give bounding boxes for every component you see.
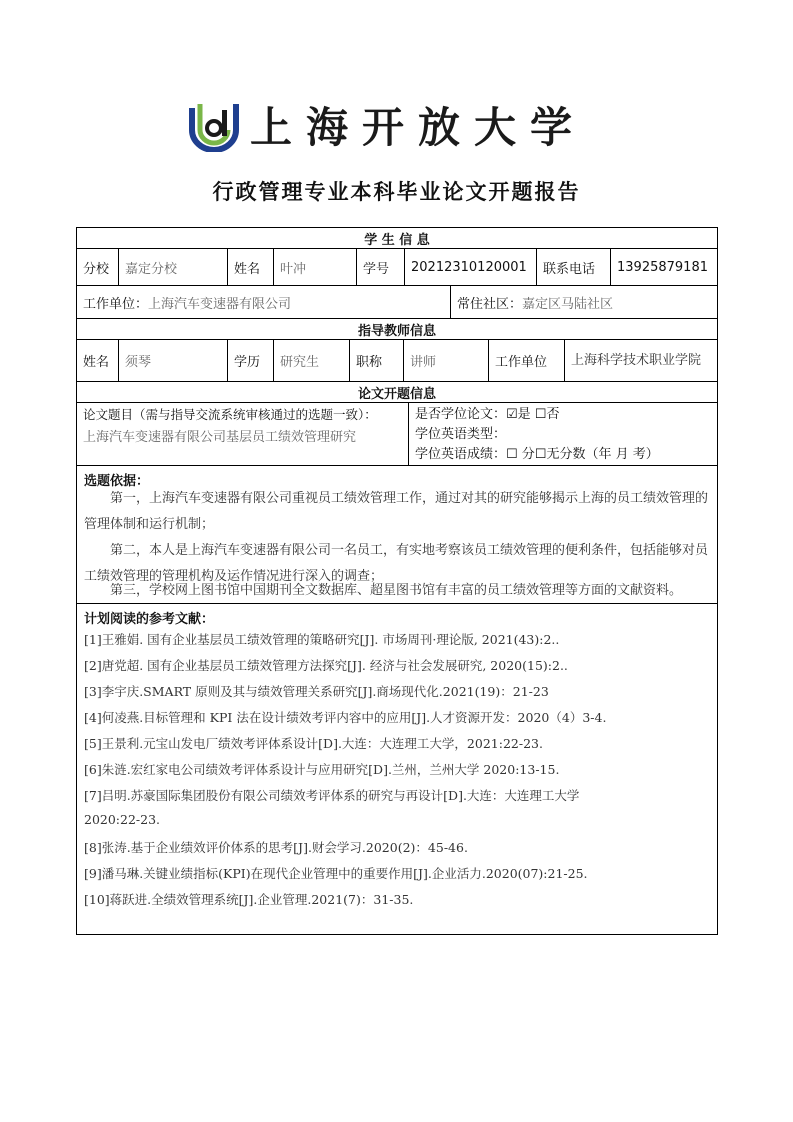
university-logo bbox=[186, 100, 646, 156]
branch-label: 分校 bbox=[83, 261, 110, 277]
reference-item: [3]李宇庆.SMART 原则及其与绩效管理关系研究[J].商场现代化.2021(19)：21-23 bbox=[84, 684, 549, 699]
advisor-name-label: 姓名 bbox=[83, 355, 110, 370]
degree-thesis-option: 是否学位论文：☑是 ☐否 bbox=[415, 407, 560, 422]
work-unit-label: 工作单位： bbox=[83, 296, 149, 312]
advisor-info-row bbox=[77, 340, 717, 382]
reference-item: [2]唐党超. 国有企业基层员工绩效管理方法探究[J]. 经济与社会发展研究, 2020(15):2.. bbox=[84, 658, 568, 673]
student-name-value: 叶冲 bbox=[280, 261, 307, 277]
english-score-field: 学位英语成绩：☐ 分☐无分数（年 月 考） bbox=[415, 447, 659, 462]
advisor-unit-label: 工作单位 bbox=[495, 355, 548, 370]
basis-paragraph-1: 第一，上海汽车变速器有限公司重视员工绩效管理工作，通过对其的研究能够揭示上海的员工绩效管理的管理体制和运行机制； bbox=[84, 491, 709, 532]
thesis-section-header bbox=[77, 382, 717, 403]
student-work-row bbox=[77, 286, 717, 319]
branch-value: 嘉定分校 bbox=[125, 261, 178, 277]
advisor-edu-label: 学历 bbox=[234, 355, 261, 370]
reference-item: [7]吕明.苏豪国际集团股份有限公司绩效考评体系的研究与再设计[D].大连：大连理工大学 bbox=[84, 788, 580, 803]
reference-item: [9]潘马琳.关键业绩指标(KPI)在现代企业管理中的重要作用[J].企业活力.2020(07):21-25. bbox=[84, 866, 588, 881]
phone-label: 联系电话 bbox=[543, 261, 596, 277]
reference-item: [4]何凌燕.目标管理和 KPI 法在设计绩效考评内容中的应用[J].人才资源开发：2020（4）3-4. bbox=[84, 710, 607, 725]
student-id-label: 学号 bbox=[363, 261, 390, 277]
reference-item: [1]王雅娟. 国有企业基层员工绩效管理的策略研究[J]. 市场周刊·理论版, 2021(43):2.. bbox=[84, 632, 560, 647]
reference-item: [8]张涛.基于企业绩效评价体系的思考[J].财会学习.2020(2)：45-46. bbox=[84, 840, 468, 855]
topic-value: 上海汽车变速器有限公司基层员工绩效管理研究 bbox=[83, 430, 357, 445]
student-info-row bbox=[77, 249, 717, 286]
topic-basis-section bbox=[77, 466, 717, 604]
advisor-unit-value: 上海科学技术职业学院 bbox=[571, 352, 702, 368]
logo-emblem-icon bbox=[186, 100, 242, 152]
references-label: 计划阅读的参考文献： bbox=[84, 612, 215, 627]
thesis-info-row bbox=[77, 403, 717, 466]
advisor-section-title: 指导教师信息 bbox=[357, 323, 436, 339]
community-label: 常住社区： bbox=[457, 296, 523, 312]
advisor-edu-value: 研究生 bbox=[280, 355, 320, 370]
english-type-field: 学位英语类型： bbox=[415, 427, 507, 442]
advisor-title-label: 职称 bbox=[356, 355, 383, 370]
report-form bbox=[76, 227, 718, 935]
basis-paragraph-3: 第三，学校网上图书馆中国期刊全文数据库、超星图书馆有丰富的员工绩效管理等方面的文献资料。 bbox=[110, 583, 683, 598]
advisor-section-header bbox=[77, 319, 717, 340]
advisor-title-value: 讲师 bbox=[410, 355, 437, 370]
reference-item: [10]蒋跃进.全绩效管理系统[J].企业管理.2021(7)：31-35. bbox=[84, 892, 414, 907]
basis-paragraph-2: 第二，本人是上海汽车变速器有限公司一名员工，有实地考察该员工绩效管理的便利条件，包括能够对员工绩效管理的管理机构及运作情况进行深入的调查； bbox=[84, 543, 709, 584]
student-id-value: 20212310120001 bbox=[411, 259, 527, 275]
thesis-section-title: 论文开题信息 bbox=[357, 386, 436, 402]
reference-item: [6]朱涟.宏红家电公司绩效考评体系设计与应用研究[D].兰州，兰州大学 2020:13-15. bbox=[84, 762, 560, 777]
university-name: 上海开放大学 bbox=[250, 103, 587, 152]
student-section-header bbox=[77, 228, 717, 249]
advisor-name-value: 须琴 bbox=[125, 355, 152, 370]
basis-label: 选题依据： bbox=[84, 474, 150, 489]
topic-label: 论文题目（需与指导交流系统审核通过的选题一致）： bbox=[83, 407, 377, 422]
reference-item: 2020:22-23. bbox=[84, 812, 161, 827]
phone-value: 13925879181 bbox=[617, 259, 708, 275]
community-value: 嘉定区马陆社区 bbox=[522, 296, 614, 312]
student-section-title: 学 生 信 息 bbox=[364, 232, 430, 248]
reference-item: [5]王景利.元宝山发电厂绩效考评体系设计[D].大连：大连理工大学，2021:22-23. bbox=[84, 736, 543, 751]
work-unit-value: 上海汽车变速器有限公司 bbox=[148, 296, 292, 312]
document-title: 行政管理专业本科毕业论文开题报告 bbox=[212, 180, 581, 204]
student-name-label: 姓名 bbox=[234, 261, 261, 277]
